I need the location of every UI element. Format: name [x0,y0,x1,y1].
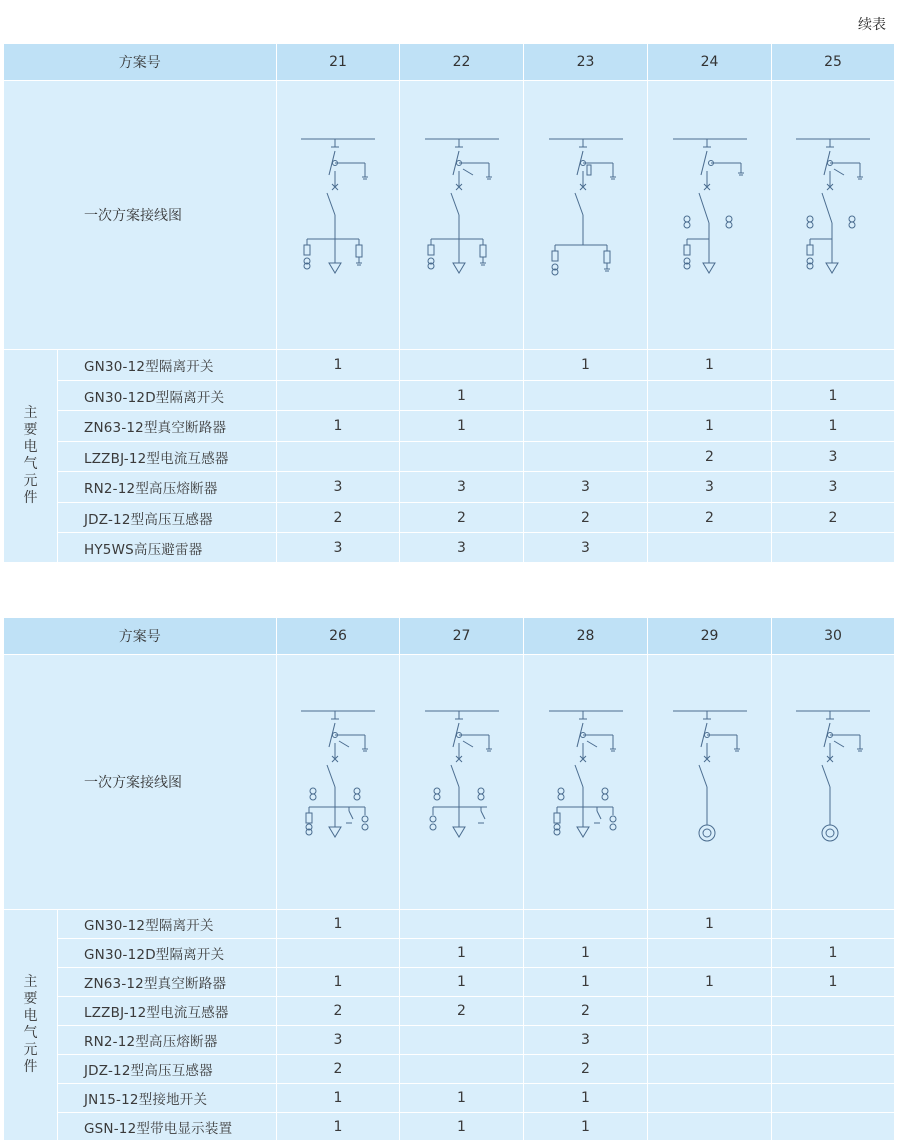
wiring-diagram-svg [541,135,631,295]
component-qty [648,381,772,411]
component-qty: 3 [400,533,524,563]
wiring-diagram-svg [788,135,878,295]
component-qty [277,381,400,411]
component-qty: 3 [524,533,648,563]
component-qty [772,1026,895,1055]
component-qty [648,1026,772,1055]
component-row [4,910,895,939]
header-label: 方案号 [4,618,277,655]
scheme-number: 21 [277,44,400,81]
component-qty: 1 [400,968,524,997]
component-qty [648,997,772,1026]
component-qty: 3 [277,533,400,563]
component-qty: 3 [400,472,524,503]
component-qty: 1 [772,968,895,997]
component-qty: 3 [524,472,648,503]
scheme-number: 23 [524,44,648,81]
scheme-number: 26 [277,618,400,655]
component-qty: 1 [648,350,772,381]
component-qty [772,533,895,563]
wiring-diagram-svg [293,135,383,295]
scheme-number: 30 [772,618,895,655]
component-qty [524,411,648,442]
component-qty: 1 [400,939,524,968]
component-name: JN15-12型接地开关 [58,1084,277,1113]
diagram-label: 一次方案接线图 [4,81,277,350]
component-row [4,997,895,1026]
component-qty: 1 [772,381,895,411]
component-qty: 1 [400,411,524,442]
component-qty: 2 [648,503,772,533]
component-row [4,472,895,503]
component-qty: 1 [277,1113,400,1141]
component-name: ZN63-12型真空断路器 [58,968,277,997]
component-qty: 1 [524,350,648,381]
component-qty: 1 [277,910,400,939]
wiring-diagram-27 [400,655,524,910]
wiring-diagram-30 [772,655,895,910]
scheme-number: 28 [524,618,648,655]
component-row [4,503,895,533]
component-qty: 2 [772,503,895,533]
component-name: RN2-12型高压熔断器 [58,472,277,503]
wiring-diagram-svg [417,135,507,295]
component-qty [648,533,772,563]
component-qty [400,1055,524,1084]
component-name: HY5WS高压避雷器 [58,533,277,563]
component-qty [772,997,895,1026]
component-qty: 2 [400,997,524,1026]
wiring-diagram-29 [648,655,772,910]
component-row [4,381,895,411]
continued-label: 续表 [858,17,886,33]
header-row [4,44,895,81]
wiring-diagram-svg [417,707,507,857]
header-label: 方案号 [4,44,277,81]
component-group-label: 主 要 电 气 元 件 [4,910,58,1141]
component-qty: 2 [524,1055,648,1084]
component-qty [400,1026,524,1055]
component-qty [400,442,524,472]
diagram-row [4,81,895,350]
component-qty: 2 [277,503,400,533]
component-row [4,968,895,997]
component-name: GSN-12型带电显示装置 [58,1113,277,1141]
component-qty: 1 [400,381,524,411]
wiring-diagram-28 [524,655,648,910]
component-name: JDZ-12型高压互感器 [58,1055,277,1084]
scheme-table-1 [3,44,895,563]
component-qty: 1 [277,350,400,381]
component-qty: 3 [772,442,895,472]
component-qty [648,939,772,968]
component-qty: 3 [648,472,772,503]
component-qty: 1 [524,968,648,997]
wiring-diagram-svg [293,707,383,857]
component-name: JDZ-12型高压互感器 [58,503,277,533]
component-qty: 1 [772,939,895,968]
component-qty: 3 [524,1026,648,1055]
component-name: GN30-12D型隔离开关 [58,939,277,968]
header-row [4,618,895,655]
component-qty [648,1113,772,1141]
component-qty [772,350,895,381]
component-qty [772,910,895,939]
component-qty: 1 [524,1113,648,1141]
component-group-label: 主 要 电 气 元 件 [4,350,58,563]
wiring-diagram-svg [541,707,631,857]
component-qty [524,910,648,939]
component-row [4,1055,895,1084]
wiring-diagram-svg [665,707,755,857]
component-qty: 1 [772,411,895,442]
scheme-table-2 [3,618,895,1141]
component-qty [400,350,524,381]
component-qty [400,910,524,939]
component-qty: 1 [277,411,400,442]
scheme-number: 27 [400,618,524,655]
component-row [4,411,895,442]
component-qty: 1 [524,1084,648,1113]
wiring-diagram-22 [400,81,524,350]
scheme-number: 25 [772,44,895,81]
component-qty: 2 [524,503,648,533]
wiring-diagram-26 [277,655,400,910]
component-name: GN30-12型隔离开关 [58,350,277,381]
component-row [4,533,895,563]
component-name: GN30-12D型隔离开关 [58,381,277,411]
component-qty [277,442,400,472]
component-qty: 3 [277,472,400,503]
component-qty: 1 [524,939,648,968]
component-name: ZN63-12型真空断路器 [58,411,277,442]
component-row [4,1113,895,1141]
component-qty [524,381,648,411]
component-qty [648,1084,772,1113]
scheme-number: 22 [400,44,524,81]
component-qty [648,1055,772,1084]
component-row [4,1026,895,1055]
component-qty: 1 [648,968,772,997]
scheme-number: 29 [648,618,772,655]
component-name: LZZBJ-12型电流互感器 [58,997,277,1026]
component-qty: 2 [277,997,400,1026]
component-qty: 1 [400,1084,524,1113]
component-row [4,1084,895,1113]
component-qty [772,1084,895,1113]
wiring-diagram-svg [788,707,878,857]
component-qty: 2 [648,442,772,472]
component-name: GN30-12型隔离开关 [58,910,277,939]
component-row [4,939,895,968]
component-name: LZZBJ-12型电流互感器 [58,442,277,472]
wiring-diagram-25 [772,81,895,350]
diagram-row [4,655,895,910]
component-name: RN2-12型高压熔断器 [58,1026,277,1055]
component-qty: 1 [277,968,400,997]
component-row [4,442,895,472]
wiring-diagram-24 [648,81,772,350]
wiring-diagram-23 [524,81,648,350]
component-qty: 2 [400,503,524,533]
component-qty [772,1113,895,1141]
component-qty: 1 [400,1113,524,1141]
component-qty: 3 [277,1026,400,1055]
wiring-diagram-svg [665,135,755,295]
component-qty [524,442,648,472]
component-qty: 2 [524,997,648,1026]
component-row [4,350,895,381]
scheme-number: 24 [648,44,772,81]
component-qty [772,1055,895,1084]
component-qty: 3 [772,472,895,503]
component-qty: 1 [277,1084,400,1113]
diagram-label: 一次方案接线图 [4,655,277,910]
component-qty: 1 [648,411,772,442]
component-qty: 2 [277,1055,400,1084]
component-qty [277,939,400,968]
component-qty: 1 [648,910,772,939]
wiring-diagram-21 [277,81,400,350]
